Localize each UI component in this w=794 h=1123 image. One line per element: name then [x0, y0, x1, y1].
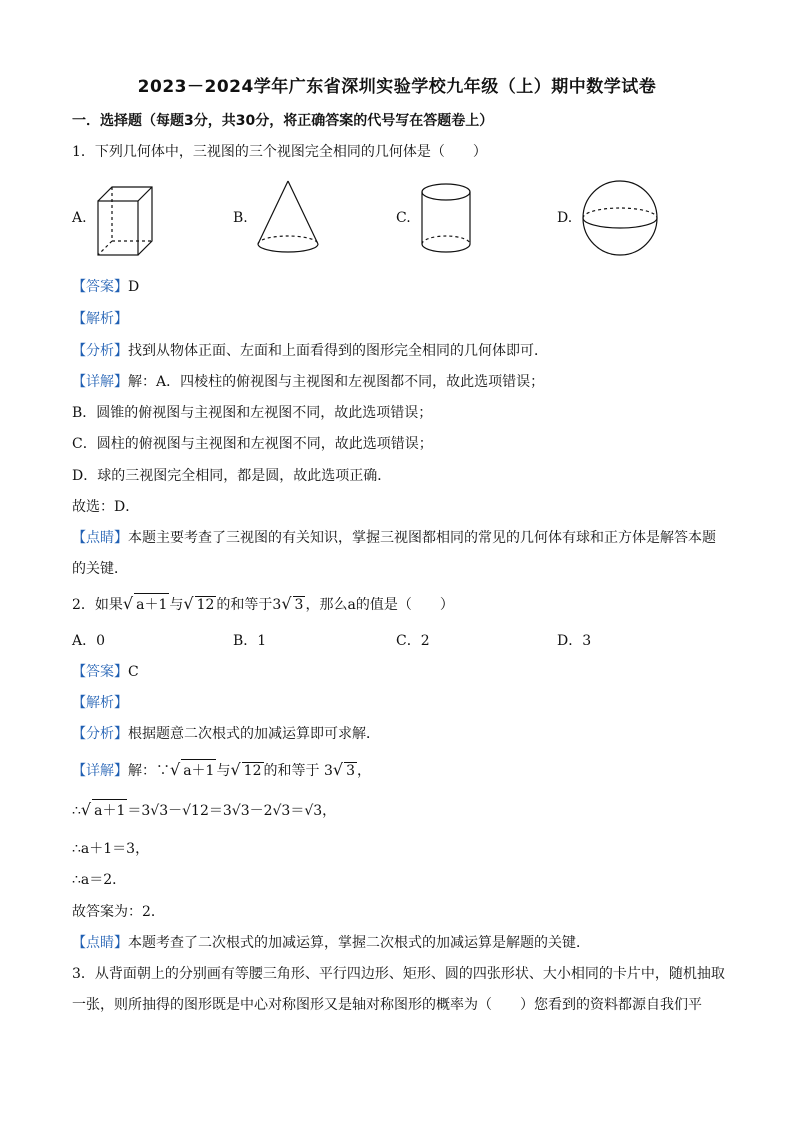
q1-fenxi — [72, 340, 548, 360]
q1-option-a-label: A. — [72, 210, 87, 226]
q1-answer — [72, 276, 139, 296]
section-heading: 一．选择题（每题3分，共30分，将正确答案的代号写在答题卷上） — [72, 113, 494, 129]
q2-option-b: B．1 — [233, 633, 267, 649]
review-tag: 【点睛】 — [72, 530, 128, 546]
q2-review: 【点睛】本题考查了二次根式的加减运算，掌握二次根式的加减运算是解题的关键． — [72, 935, 590, 951]
question-3-line-1: 3．从背面朝上的分别画有等腰三角形、平行四边形、矩形、圆的四张形状、大小相同的卡片中，随机抽取 — [72, 966, 725, 982]
q2-final: 故答案为：2． — [72, 904, 165, 920]
q2-step-1: ∴√ a＋1 ＝3√3－√12＝3√3－2√3＝√3， — [72, 800, 337, 819]
q1-option-b-label: B. — [233, 210, 248, 226]
page-title: 2023－2024学年广东省深圳实验学校九年级（上）期中数学试卷 — [137, 77, 657, 97]
radicand-3: 3 — [294, 597, 304, 613]
question-2-stem: 2．如果√ a＋1 与√ 12 的和等于3√ 3 ，那么a的值是（ ） — [72, 594, 454, 613]
detail-text: 解：A．四棱柱的俯视图与主视图和左视图都不同，故此选项错误； — [128, 374, 545, 390]
q2-answer: 【答案】C — [72, 664, 139, 680]
question-3-line-2: 一张，则所抽得的图形既是中心对称图形又是轴对称图形的概率为（ ）您看到的资料都源自我们平 — [72, 997, 702, 1013]
review-text: 本题主要考查了三视图的有关知识，掌握三视图都相同的常见的几何体有球和正方体是解答本题 — [128, 530, 716, 546]
answer-tag: 【答案】 — [72, 279, 128, 295]
q1-choose: 故选：D． — [72, 499, 140, 515]
q1-analysis-tag: 【解析】 — [72, 311, 128, 327]
answer-value: D — [128, 279, 140, 295]
q2-option-c: C．2 — [396, 633, 430, 649]
q1-review-cont: 的关键． — [72, 561, 128, 577]
q1-detail-b: B．圆锥的俯视图与主视图和左视图不同，故此选项错误； — [72, 405, 433, 421]
q2-fenxi: 【分析】根据题意二次根式的加减运算即可求解． — [72, 726, 380, 742]
fenxi-text: 找到从物体正面、左面和上面看得到的图形完全相同的几何体即可． — [128, 343, 548, 359]
q2-option-d: D．3 — [557, 633, 592, 649]
q1-detail-c: C．圆柱的俯视图与主视图和左视图不同，故此选项错误； — [72, 436, 433, 452]
q1-option-d-label: D. — [557, 210, 573, 226]
fenxi-tag: 【分析】 — [72, 343, 128, 359]
q1-detail — [72, 371, 544, 391]
question-1-stem: 1．下列几何体中，三视图的三个视图完全相同的几何体是（ ） — [72, 144, 487, 160]
cuboid-figure — [94, 185, 158, 259]
q2-analysis-tag: 【解析】 — [72, 695, 128, 711]
detail-tag: 【详解】 — [72, 374, 128, 390]
q1-option-c-label: C. — [396, 210, 411, 226]
q2-step-2: ∴a＋1＝3， — [72, 841, 150, 857]
q1-review — [72, 527, 716, 547]
sphere-figure — [580, 178, 660, 258]
q2-step-3: ∴a＝2． — [72, 872, 127, 888]
q2-detail: 【详解】解：∵√ a＋1 与√ 12 的和等于 3√ 3 ， — [72, 760, 371, 779]
q1-detail-d: D．球的三视图完全相同，都是圆，故此选项正确． — [72, 468, 392, 484]
cone-figure — [255, 178, 321, 258]
radicand-12: 12 — [196, 597, 215, 613]
q2-option-a: A．0 — [72, 633, 106, 649]
cylinder-figure — [418, 180, 474, 258]
radicand-a-plus-1: a＋1 — [134, 593, 169, 614]
